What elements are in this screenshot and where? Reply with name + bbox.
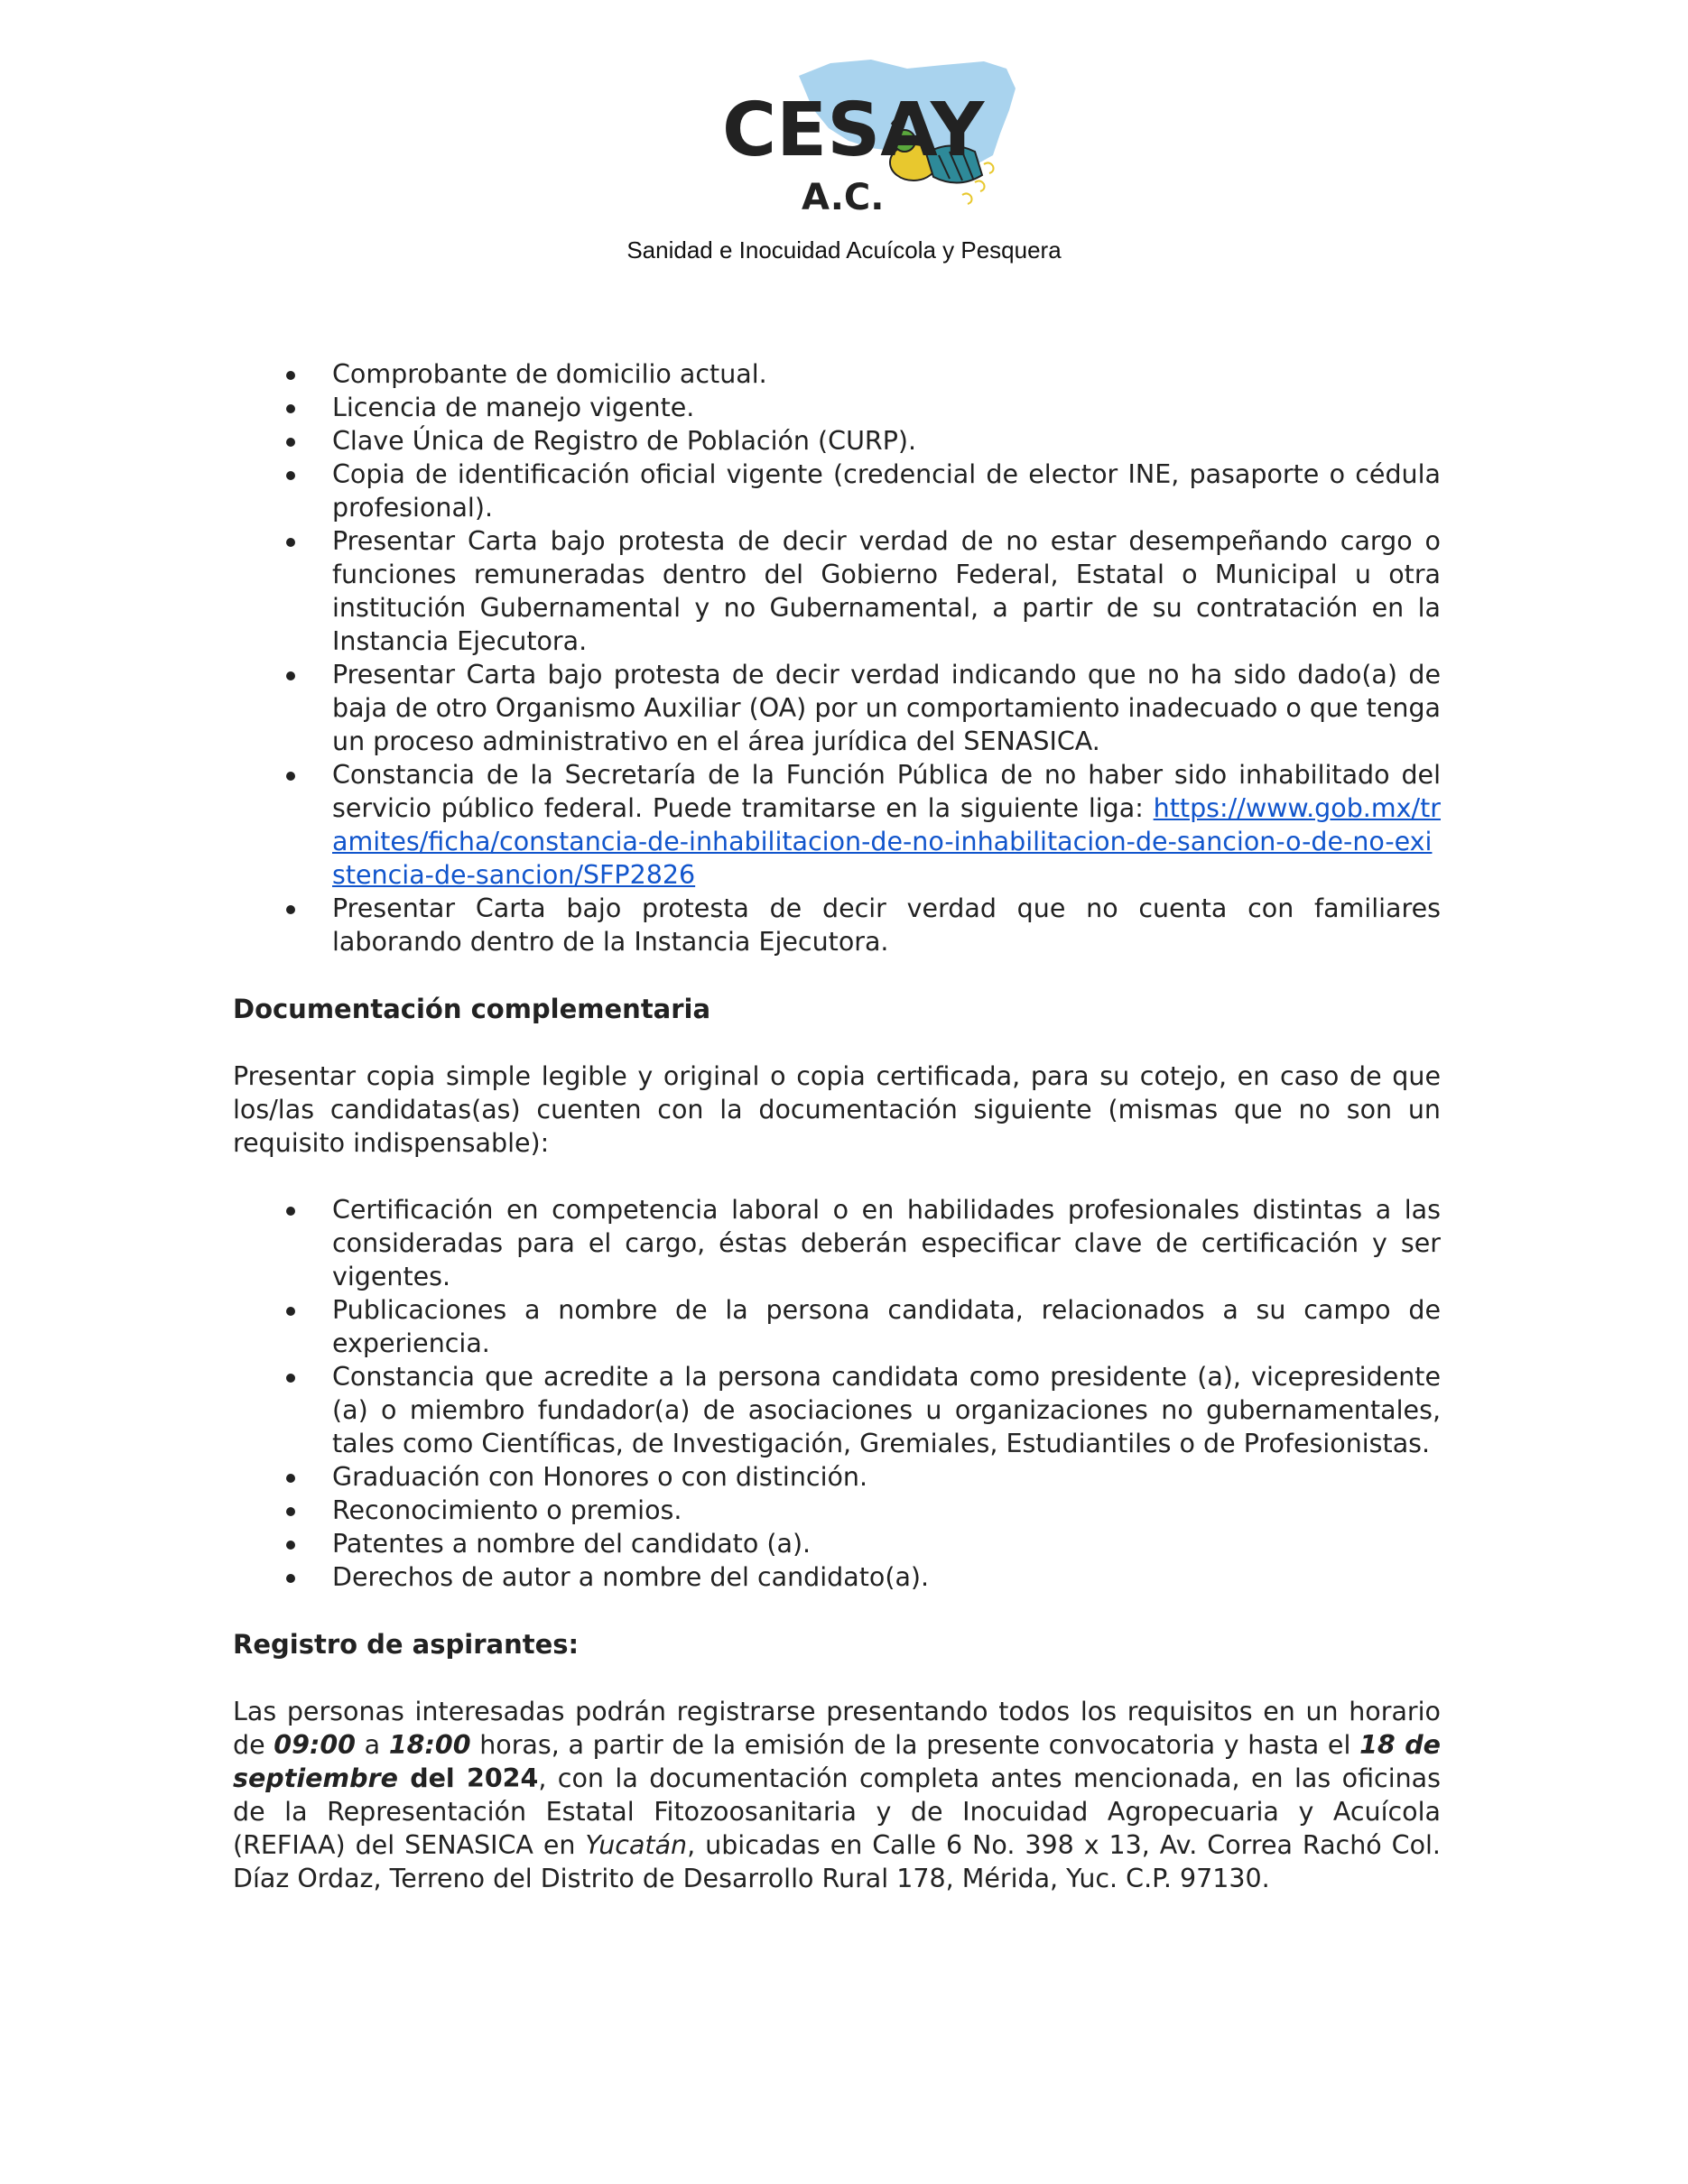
section-heading-complementaria: Documentación complementaria	[233, 994, 711, 1024]
registro-text: horas, a partir de la emisión de la presente convocatoria y hasta el	[470, 1730, 1360, 1760]
hora-inicio: 09:00	[274, 1730, 357, 1760]
logo-subtext: A.C.	[802, 177, 885, 218]
list-item: Comprobante de domicilio actual.	[233, 357, 1441, 391]
tagline: Sanidad e Inocuidad Acuícola y Pesquera	[626, 236, 1062, 264]
complementaria-list	[233, 1193, 1441, 1594]
list-item: Clave Única de Registro de Población (CURP).	[233, 424, 1441, 458]
registro-text: , con la documentación completa antes mencionada, en las oficinas de la Representación Estatal Fitozoosanitaria y de Inocuidad Agropecuaria y Acuícola (REFIAA) del SENASICA en	[233, 1763, 1441, 1860]
list-item: Licencia de manejo vigente.	[233, 391, 1441, 424]
list-item: Patentes a nombre del candidato (a).	[233, 1527, 1441, 1560]
fecha-anio: del 2024	[397, 1763, 539, 1793]
list-item: Publicaciones a nombre de la persona candidata, relacionados a su campo de experiencia.	[233, 1293, 1441, 1360]
list-item: Presentar Carta bajo protesta de decir verdad que no cuenta con familiares laborando dentro de la Instancia Ejecutora.	[233, 892, 1441, 958]
complementaria-intro: Presentar copia simple legible y original o copia certificada, para su cotejo, en caso de que los/las candidatas(as) cuenten con la documentación siguiente (mismas que no son un requisito indispensable):	[233, 1061, 1441, 1158]
list-item: Graduación con Honores o con distinción.	[233, 1460, 1441, 1494]
cesay-logo	[713, 54, 1074, 226]
registro-text: , ubicadas en Calle 6 No. 398 x 13, Av. Correa Rachó Col. Díaz Ordaz, Terreno del Distrito de Desarrollo Rural 178, Mérida, Yuc. C.P. 97130.	[233, 1830, 1441, 1893]
list-item: Presentar Carta bajo protesta de decir verdad de no estar desempeñando cargo o funciones remuneradas dentro del Gobierno Federal, Estatal o Municipal u otra institución Gubernamental y no Gubernamental, a partir de su contratación en la Instancia Ejecutora.	[233, 524, 1441, 658]
registro-text: Las personas interesadas podrán registrarse presentando todos los requisitos en un horario de	[233, 1697, 1441, 1760]
list-item: Constancia que acredite a la persona candidata como presidente (a), vicepresidente (a) o miembro fundador(a) de asociaciones u organizaciones no gubernamentales, tales como Científicas, de Investigación, Gremiales, Estudiantiles o de Profesionistas.	[233, 1360, 1441, 1460]
registro-paragraph	[233, 1695, 1441, 1895]
section-heading-registro: Registro de aspirantes:	[233, 1629, 580, 1660]
registro-text: a	[356, 1730, 389, 1760]
fecha-dia: 18 de septiembre	[233, 1730, 1441, 1793]
document-body	[233, 357, 1441, 1895]
estado-name: Yucatán	[585, 1830, 688, 1860]
list-item-constancia	[233, 758, 1441, 892]
requirements-list	[233, 357, 1441, 958]
constancia-text: Constancia de la Secretaría de la Función Pública de no haber sido inhabilitado del servicio público federal. Puede tramitarse en la siguiente liga:	[332, 760, 1441, 823]
hora-fin: 18:00	[388, 1730, 471, 1760]
list-item: Reconocimiento o premios.	[233, 1494, 1441, 1527]
logo-text: CESAY	[722, 88, 985, 173]
constancia-link[interactable]: https://www.gob.mx/tramites/ficha/constancia-de-inhabilitacion-de-no-inhabilitacion-de-sancion-o-de-no-existencia-de-sancion/SFP2826	[332, 793, 1441, 890]
list-item: Derechos de autor a nombre del candidato(a).	[233, 1560, 1441, 1594]
list-item: Certificación en competencia laboral o en habilidades profesionales distintas a las consideradas para el cargo, éstas deberán especificar clave de certificación y ser vigentes.	[233, 1193, 1441, 1293]
list-item: Copia de identificación oficial vigente (credencial de elector INE, pasaporte o cédula profesional).	[233, 458, 1441, 524]
list-item: Presentar Carta bajo protesta de decir verdad indicando que no ha sido dado(a) de baja de otro Organismo Auxiliar (OA) por un comportamiento inadecuado o que tenga un proceso administrativo en el área jurídica del SENASICA.	[233, 658, 1441, 758]
